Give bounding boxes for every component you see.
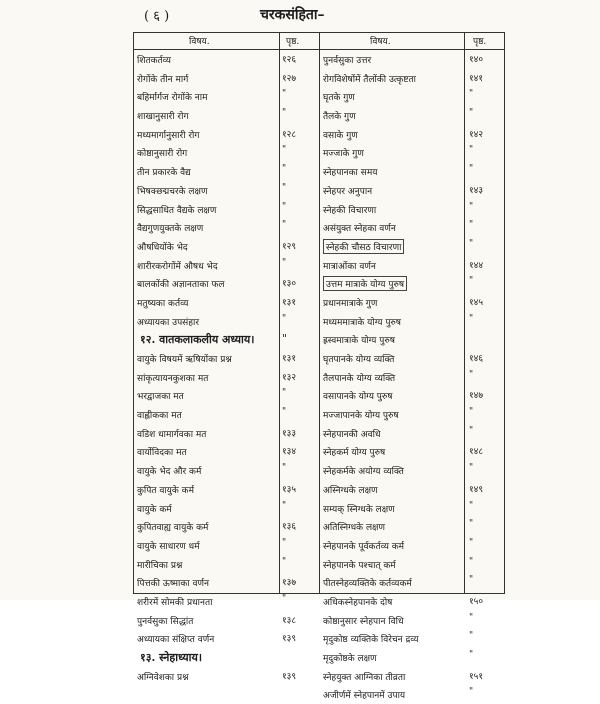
entry-subject: स्नेहपानके पूर्वकर्तव्य कर्म [323, 541, 405, 552]
entry-subject: स्नेहपर अनुपान [323, 186, 373, 197]
entry-page-number: १३१ [282, 354, 297, 364]
entry-subject: बालकोंकी अज्ञानताका फल [137, 280, 225, 291]
list-item [319, 50, 504, 69]
entry-page-number: " [469, 500, 474, 511]
list-item [319, 611, 504, 630]
list-item [319, 629, 504, 648]
page-number: ( ६ ) [144, 9, 170, 24]
entry-page-number: १४८ [469, 447, 484, 458]
entry-page-number: " [282, 182, 287, 193]
list-item [319, 162, 504, 181]
entry-page-number: " [282, 500, 287, 511]
entry-subject: रोगविशेषोंमें तैलोंकी उत्कृष्टता [323, 74, 416, 85]
entry-subject: वडिश धामार्गवका मत [137, 429, 207, 440]
entry-subject: स्नेहपानके पश्चात् कर्म [323, 560, 396, 571]
entry-subject: अग्निवेशका प्रश्न [137, 672, 189, 683]
list-item [134, 573, 319, 592]
entry-page-number: " [469, 276, 474, 287]
list-item [134, 50, 319, 69]
list-item [319, 125, 504, 144]
entry-subject: मज्जापानके योग्य पुरुष [323, 411, 399, 422]
list-item [134, 125, 319, 144]
entry-page-number: १४४ [469, 260, 484, 271]
entry-subject: वायुके भेद और कर्म [137, 467, 202, 478]
list-item [319, 330, 504, 349]
entry-page-number: " [469, 519, 474, 530]
entry-subject: स्नेहपानका समय [323, 168, 378, 179]
list-item [319, 312, 504, 331]
chapter-heading-row [134, 330, 319, 349]
entry-page-number: " [469, 145, 474, 156]
list-item [319, 293, 504, 312]
entry-subject: कुपित वायुके कर्म [137, 485, 194, 496]
list-item [134, 499, 319, 518]
list-item [319, 685, 504, 704]
entry-subject: प्रधानमात्राके गुण [323, 298, 378, 309]
list-item [319, 386, 504, 405]
chapter-heading-row [134, 648, 319, 667]
entry-subject: मात्राओंका वर्णन [323, 261, 376, 272]
entry-page-number: " [469, 164, 474, 175]
entry-subject: पुनर्वसुका उत्तर [323, 56, 372, 66]
entry-page-number: " [282, 220, 287, 231]
entry-subject: अजीर्णमें स्नेहपानमें उपाय [323, 691, 406, 702]
entry-page-number: " [282, 164, 287, 175]
entry-page-number: १३४ [282, 447, 297, 458]
entry-page-number: १३५ [282, 484, 297, 495]
entry-subject: स्नेहकी चौसठ विचारणा [323, 239, 404, 254]
list-item [134, 200, 319, 219]
header-subject-left: विषय. [189, 37, 210, 47]
entry-page-number: १३१ [282, 297, 297, 308]
entry-page-number: " [469, 89, 474, 100]
entry-subject: पित्तकी ऊष्माका वर्णन [137, 579, 209, 590]
list-item [134, 442, 319, 461]
list-item [134, 143, 319, 162]
entry-subject: कुपितवाह्य वायुके कर्म [137, 523, 209, 534]
list-item [319, 555, 504, 574]
entry-page-number: १३७ [282, 578, 297, 589]
list-item [134, 536, 319, 555]
entry-page-number: " [282, 201, 287, 212]
entry-page-number: " [282, 108, 287, 119]
entry-subject: असंयुक्त स्नेहका वर्णन [323, 224, 396, 235]
entry-subject: मज्जाके गुण [323, 149, 364, 160]
entry-page-number: " [469, 631, 474, 642]
list-item [134, 237, 319, 256]
list-item [134, 461, 319, 480]
list-item [319, 218, 504, 237]
page-header [110, 4, 500, 28]
header-page-left: पृष्ठ. [286, 37, 300, 47]
entry-subject: घृतपानके योग्य व्यक्ति [323, 355, 395, 365]
list-item [134, 386, 319, 405]
entry-subject: स्नेहकी विचारणा [323, 205, 377, 216]
entry-subject: घृतके गुण [323, 93, 355, 104]
entry-subject: ह्रस्वमात्राके योग्य पुरुष [323, 336, 395, 347]
entry-subject: अधिकस्नेहपानके दोष [323, 597, 393, 608]
entry-subject: कोष्ठानुसार स्नेहपान विधि [323, 616, 404, 627]
entry-page-number: १५१ [469, 671, 484, 682]
list-item [319, 256, 504, 275]
chapter-heading: १२. वातकलाकलीय अध्याय। [140, 333, 255, 347]
entry-page-number: " [469, 687, 474, 698]
entry-page-number: " [282, 556, 287, 567]
entry-subject: मध्यमार्गानुसारी रोग [137, 130, 200, 141]
entry-page-number: १४५ [469, 297, 484, 308]
entry-page-number: १२८ [282, 129, 297, 140]
left-column [134, 50, 319, 685]
list-item [319, 667, 504, 686]
list-item [319, 181, 504, 200]
entry-page-number: १५० [469, 596, 484, 607]
entry-subject: तैलपानके योग्य व्यक्ति [323, 373, 396, 384]
list-item [319, 592, 504, 611]
list-item [134, 87, 319, 106]
entry-page-number: " [282, 257, 287, 268]
list-item [134, 312, 319, 331]
list-item [134, 592, 319, 611]
entry-page-number: १३८ [282, 615, 297, 626]
list-item [319, 237, 504, 256]
entry-page-number: १४६ [469, 354, 484, 364]
entry-subject: शारीरकरोगोंमें औषध भेद [137, 261, 218, 272]
entry-subject: वायुके साधारण धर्म [137, 541, 200, 552]
list-item [134, 274, 319, 293]
entry-subject: कोष्ठानुसारी रोग [137, 149, 188, 160]
list-item [134, 368, 319, 387]
list-item [319, 480, 504, 499]
entry-subject: शितकर्तव्य [137, 56, 171, 66]
entry-subject: अतिस्निग्धके लक्षण [323, 523, 386, 534]
entry-subject: सिद्धसाधित वैद्यके लक्षण [137, 205, 217, 216]
entry-subject: वसापानके योग्य पुरुष [323, 392, 393, 403]
entry-subject: शाखानुसारी रोग [137, 112, 189, 123]
list-item [134, 555, 319, 574]
entry-page-number: " [469, 612, 474, 623]
entry-subject: वायुके कर्म [137, 504, 172, 515]
list-item [319, 274, 504, 293]
entry-page-number: १४० [469, 55, 484, 65]
list-item [134, 69, 319, 88]
list-item [319, 349, 504, 368]
entry-page-number: १२६ [282, 55, 297, 65]
list-item [319, 517, 504, 536]
entry-page-number: " [469, 201, 474, 212]
entry-subject: अध्यायका उपसंहार [137, 317, 200, 328]
entry-page-number: १४३ [469, 185, 484, 196]
list-item [134, 424, 319, 443]
entry-page-number: १४७ [469, 391, 484, 402]
list-item [319, 424, 504, 443]
entry-subject: सम्यक् स्निग्धके लक्षण [323, 504, 395, 515]
list-item [319, 368, 504, 387]
entry-subject: मारीचिका प्रश्न [137, 560, 183, 571]
entry-subject: स्नेहकर्म योग्य पुरुष [323, 448, 386, 459]
entry-subject: शरीरमें सोमकी प्रधानता [137, 597, 213, 608]
list-item [134, 218, 319, 237]
header-subject-right: विषय. [370, 37, 391, 47]
entry-subject: उत्तम मात्राके योग्य पुरुष [323, 276, 407, 291]
entry-subject: तीन प्रकारके वैद्य [137, 168, 191, 179]
entry-page-number: " [282, 593, 287, 604]
entry-page-number: १३३ [282, 428, 297, 439]
list-item [319, 106, 504, 125]
entry-page-number: " [282, 332, 288, 346]
entry-page-number: १३९ [282, 634, 297, 645]
entry-page-number: " [282, 388, 287, 399]
entry-page-number: १३६ [282, 522, 297, 533]
entry-page-number: " [469, 407, 474, 418]
entry-page-number: " [469, 650, 474, 660]
entry-page-number: १४२ [469, 129, 484, 140]
entry-page-number: " [282, 463, 287, 474]
running-title: चरकसंहिता– [260, 7, 325, 23]
chapter-heading: १३. स्नेहाध्याय। [140, 651, 203, 664]
entry-page-number: " [469, 108, 474, 119]
entry-page-number: " [282, 537, 287, 548]
entry-subject: सांकृत्यायनकुशका मत [137, 373, 209, 384]
entry-page-number: १४१ [469, 73, 484, 84]
entry-page-number: १३० [282, 279, 297, 290]
right-column [319, 50, 504, 704]
list-item [134, 405, 319, 424]
entry-subject: मृदुकोष्ठ व्यक्तिके विरेचन द्रव्य [323, 635, 419, 646]
list-item [134, 293, 319, 312]
entry-subject: भिषक्छद्मचरके लक्षण [137, 186, 208, 197]
list-item [134, 611, 319, 630]
entry-subject: बहिर्मार्गज रोगोंके नाम [137, 93, 208, 104]
entry-page-number: " [469, 369, 474, 380]
entry-page-number: " [469, 313, 474, 324]
entry-subject: मध्यममात्राके योग्य पुरुष [323, 317, 402, 328]
entry-subject: मृदुकोष्ठके लक्षण [323, 654, 377, 664]
list-item [319, 87, 504, 106]
header-page-right: पृष्ठ. [473, 37, 487, 47]
entry-page-number: " [469, 220, 474, 231]
entry-subject: अध्यायका संक्षिप्त वर्णन [137, 635, 215, 646]
entry-page-number: १४९ [469, 484, 484, 495]
entry-subject: वसाके गुण [323, 130, 358, 141]
entry-page-number: १३९ [282, 671, 297, 682]
list-item [134, 162, 319, 181]
list-item [319, 405, 504, 424]
list-item [319, 143, 504, 162]
entry-page-number: " [469, 238, 474, 249]
entry-page-number: " [469, 425, 474, 436]
entry-subject: पीतस्नेहव्यक्तिके कर्तव्यकर्म [323, 579, 412, 590]
entry-page-number: १२७ [282, 73, 297, 84]
entry-subject: वार्योविदका मत [137, 448, 187, 459]
entry-page-number: " [469, 463, 474, 474]
entry-page-number: " [469, 556, 474, 567]
list-item [319, 648, 504, 667]
list-item [134, 667, 319, 686]
list-item [319, 499, 504, 518]
entry-subject: स्नेहयुक्त आग्निका तीव्रता [323, 672, 406, 683]
entry-subject: वैद्यगुणयुक्तके लक्षण [137, 224, 204, 235]
list-item [134, 256, 319, 275]
entry-page-number: १३२ [282, 372, 297, 383]
list-item [134, 629, 319, 648]
entry-subject: औषधियोंके भेद [137, 242, 188, 253]
entry-subject: स्नेहकर्मके अयोग्य व्यक्ति [323, 467, 404, 478]
list-item [319, 69, 504, 88]
list-item [319, 442, 504, 461]
list-item [134, 106, 319, 125]
entry-subject: रोगोंके तीन मार्ग [137, 74, 189, 85]
list-item [134, 181, 319, 200]
entry-subject: स्नेहपानकी अवधि [323, 429, 381, 440]
list-item [134, 517, 319, 536]
entry-page-number: " [282, 145, 287, 156]
entry-subject: पुनर्वसुका सिद्धांत [137, 616, 194, 627]
list-item [319, 461, 504, 480]
entry-subject: भरद्वाजका मत [137, 392, 184, 403]
entry-subject: अस्निग्धके लक्षण [323, 485, 378, 496]
list-item [319, 536, 504, 555]
entry-subject: वायुके विषयमें ऋषियोंका प्रश्न [137, 355, 232, 365]
list-item [319, 573, 504, 592]
entry-page-number: " [469, 575, 474, 586]
list-item [134, 349, 319, 368]
entry-page-number: " [282, 89, 287, 100]
list-item [134, 480, 319, 499]
entry-page-number: " [469, 537, 474, 548]
entry-page-number: " [282, 313, 287, 324]
entry-subject: मतुष्यका कर्तव्य [137, 298, 189, 309]
entry-subject: तैलके गुण [323, 112, 356, 123]
contents-table [133, 32, 505, 702]
entry-page-number: १२९ [282, 241, 297, 252]
entry-page-number: " [282, 407, 287, 418]
list-item [319, 200, 504, 219]
entry-subject: वाह्लीकका मत [137, 411, 182, 422]
